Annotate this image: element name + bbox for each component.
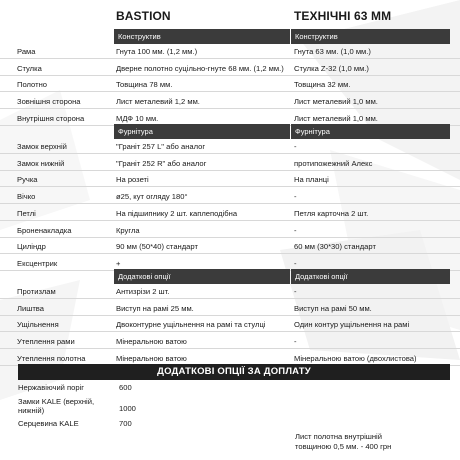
row-divider [0, 315, 460, 316]
row-label: Стулка [17, 63, 42, 73]
row-label: Петлі [17, 208, 36, 218]
extras-note [295, 432, 391, 451]
row-label: Протизлам [17, 287, 56, 296]
cell-technical: - [294, 192, 297, 202]
row-label: Ручка [17, 175, 38, 185]
row-divider [0, 348, 460, 349]
cell-technical: - [294, 258, 297, 268]
row-divider [0, 298, 460, 299]
extras-label: Нержавіючий поріг [18, 383, 85, 392]
cell-bastion: На підшипнику 2 шт. каплеподібна [116, 208, 238, 218]
row-divider [0, 91, 460, 92]
row-divider [0, 220, 460, 221]
cell-bastion: Мінеральною ватою [116, 353, 187, 363]
section-header-technical: Додаткові опції [291, 269, 450, 284]
cell-technical: Стулка Z-32 (1,0 мм.) [294, 63, 369, 73]
row-label: Циліндр [17, 242, 46, 252]
extras-label: Серцевина KALE [18, 419, 79, 428]
row-divider [0, 170, 460, 171]
section-header-technical: Конструктив [291, 29, 450, 44]
cell-technical: Петля карточна 2 шт. [294, 208, 369, 218]
cell-technical: На планці [294, 175, 329, 185]
row-label: Замок нижній [17, 158, 65, 168]
row-label: Внутрішня сторона [17, 113, 85, 123]
cell-bastion: Виступ на рамі 25 мм. [116, 303, 194, 313]
cell-technical: - [294, 337, 297, 347]
cell-technical: Виступ на рамі 50 мм. [294, 303, 372, 313]
cell-technical: Мінеральною ватою (двохлистова) [294, 353, 417, 363]
cell-bastion: На розеті [116, 175, 149, 185]
row-label: Полотно [17, 80, 47, 90]
row-label: Замок верхній [17, 142, 67, 151]
cell-bastion: + [116, 258, 121, 268]
extras-banner: ДОДАТКОВІ ОПЦІЇ ЗА ДОПЛАТУ [18, 364, 450, 380]
cell-technical: 60 мм (30*30) стандарт [294, 242, 376, 252]
extras-price: 700 [119, 419, 132, 428]
row-label: Броненакладка [17, 225, 72, 235]
cell-bastion: Дверне полотно суцільно-гнуте 68 мм. (1,2 мм.) [116, 63, 284, 73]
cell-bastion: Кругла [116, 225, 140, 235]
cell-bastion: Товщина 78 мм. [116, 80, 173, 90]
cell-bastion: "Граніт 252 R" або аналог [116, 158, 207, 168]
section-header-bastion: Конструктив [114, 29, 290, 44]
row-label: Утеплення рами [17, 337, 75, 347]
cell-bastion: ø25, кут огляду 180° [116, 192, 188, 202]
cell-bastion: "Граніт 257 L" або аналог [116, 142, 206, 151]
row-label: Утеплення полотна [17, 353, 86, 363]
extras-label: Замки KALE (верхній, нижній) [18, 397, 95, 415]
row-label: Вічко [17, 192, 36, 202]
cell-bastion: Двоконтурне ущільнення на рамі та стулці [116, 320, 266, 330]
row-divider [0, 331, 460, 332]
cell-technical: Гнута 63 мм. (1,0 мм.) [294, 47, 371, 56]
cell-technical: - [294, 225, 297, 235]
extras-note-line1: Лист полотна внутрішній [295, 432, 382, 441]
row-label: Ущільнення [17, 320, 59, 330]
row-divider [0, 186, 460, 187]
cell-bastion: Антизрізи 2 шт. [116, 287, 170, 296]
extras-price: 1000 [119, 404, 136, 413]
row-label: Ексцентрик [17, 258, 58, 268]
row-divider [0, 58, 460, 59]
extras-price: 600 [119, 383, 132, 392]
row-divider [0, 253, 460, 254]
row-divider [0, 203, 460, 204]
cell-technical: - [294, 142, 297, 151]
cell-bastion: Мінеральною ватою [116, 337, 187, 347]
cell-technical: Лист металевий 1,0 мм. [294, 113, 378, 123]
extras-note-line2: товщиною 0,5 мм. - 400 грн [295, 441, 392, 451]
row-divider [0, 75, 460, 76]
row-divider [0, 108, 460, 109]
cell-bastion: МДФ 10 мм. [116, 113, 159, 123]
row-label: Лиштва [17, 303, 44, 313]
column-header-technical: ТЕХНІЧНІ 63 ММ [294, 9, 392, 23]
row-divider [0, 237, 460, 238]
section-header-bastion: Додаткові опції [114, 269, 290, 284]
cell-technical: Лист металевий 1,0 мм. [294, 97, 378, 107]
column-header-bastion: BASTION [116, 9, 171, 23]
row-label: Рама [17, 47, 36, 56]
row-divider [0, 153, 460, 154]
cell-technical: - [294, 287, 297, 296]
row-label: Зовнішня сторона [17, 97, 81, 107]
cell-technical: Товщина 32 мм. [294, 80, 351, 90]
cell-technical: протипожежний Алекс [294, 158, 373, 168]
section-header-bastion: Фурнітура [114, 124, 290, 139]
cell-bastion: 90 мм (50*40) стандарт [116, 242, 198, 252]
section-header-technical: Фурнітура [291, 124, 450, 139]
cell-bastion: Лист металевий 1,2 мм. [116, 97, 200, 107]
cell-bastion: Гнута 100 мм. (1,2 мм.) [116, 47, 198, 56]
cell-technical: Один контур ущільнення на рамі [294, 320, 410, 330]
